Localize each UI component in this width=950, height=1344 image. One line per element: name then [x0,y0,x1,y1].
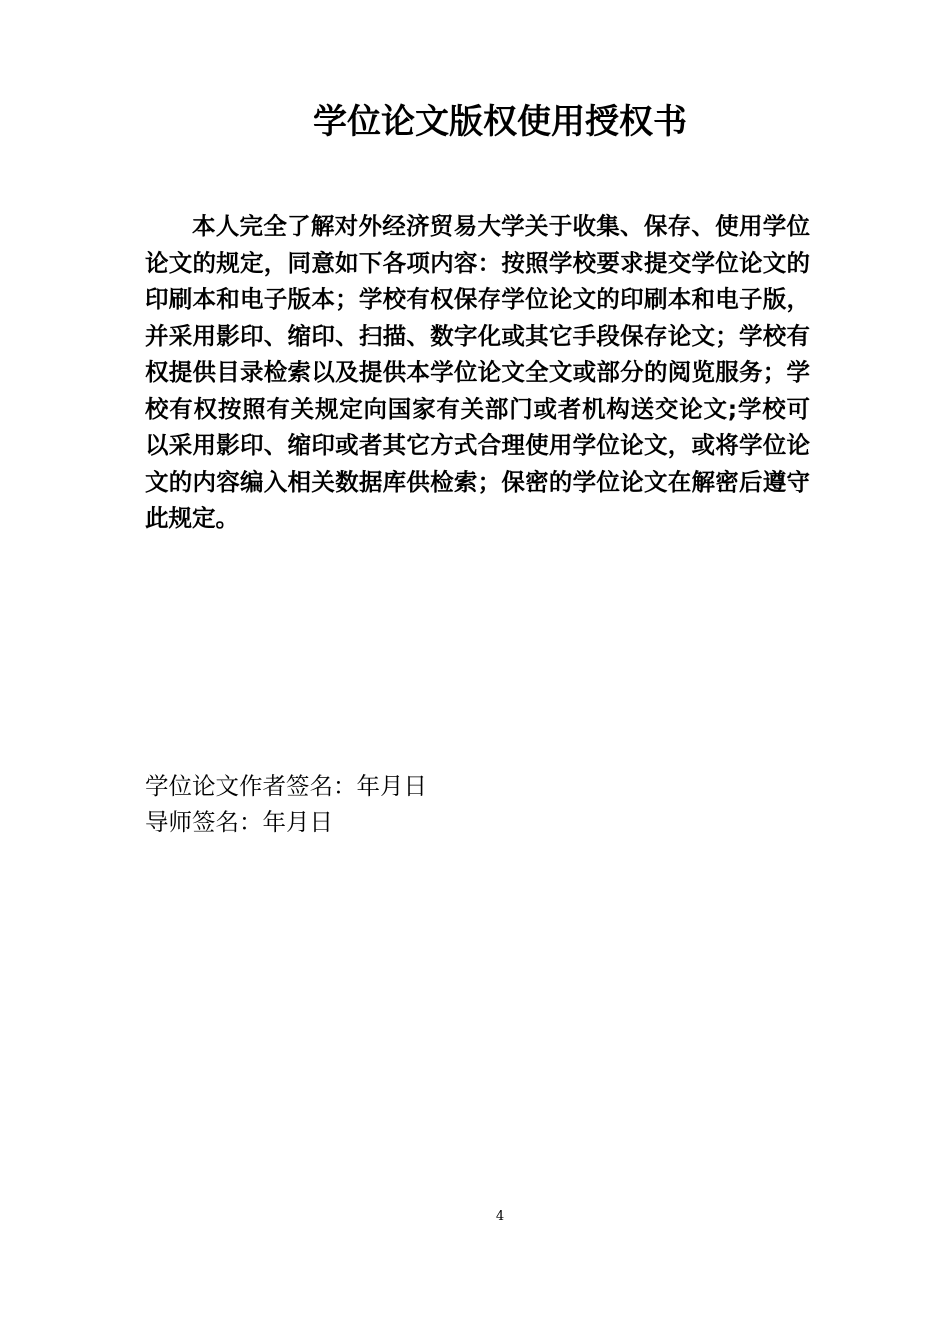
authorization-paragraph: 本人完全了解对外经济贸易大学关于收集、保存、使用学位论文的规定，同意如下各项内容：按照学校要求提交学位论文的印刷本和电子版本；学校有权保存学位论文的印刷本和电子版，并采用影印、缩印、扫描、数字化或其它手段保存论文；学校有权提供目录检索以及提供本学位论文全文或部分的阅览服务；学校有权按照有关规定向国家有关部门或者机构送交论文;学校可以采用影印、缩印或者其它方式合理使用学位论文，或将学位论文的内容编入相关数据库供检索；保密的学位论文在解密后遵守此规定。 [145,212,810,532]
author-signature-line: 学位论文作者签名：年月日 [145,772,427,800]
page-number: 4 [495,1209,505,1224]
document-title: 学位论文版权使用授权书 [313,102,687,142]
advisor-signature-line: 导师签名：年月日 [145,808,333,836]
